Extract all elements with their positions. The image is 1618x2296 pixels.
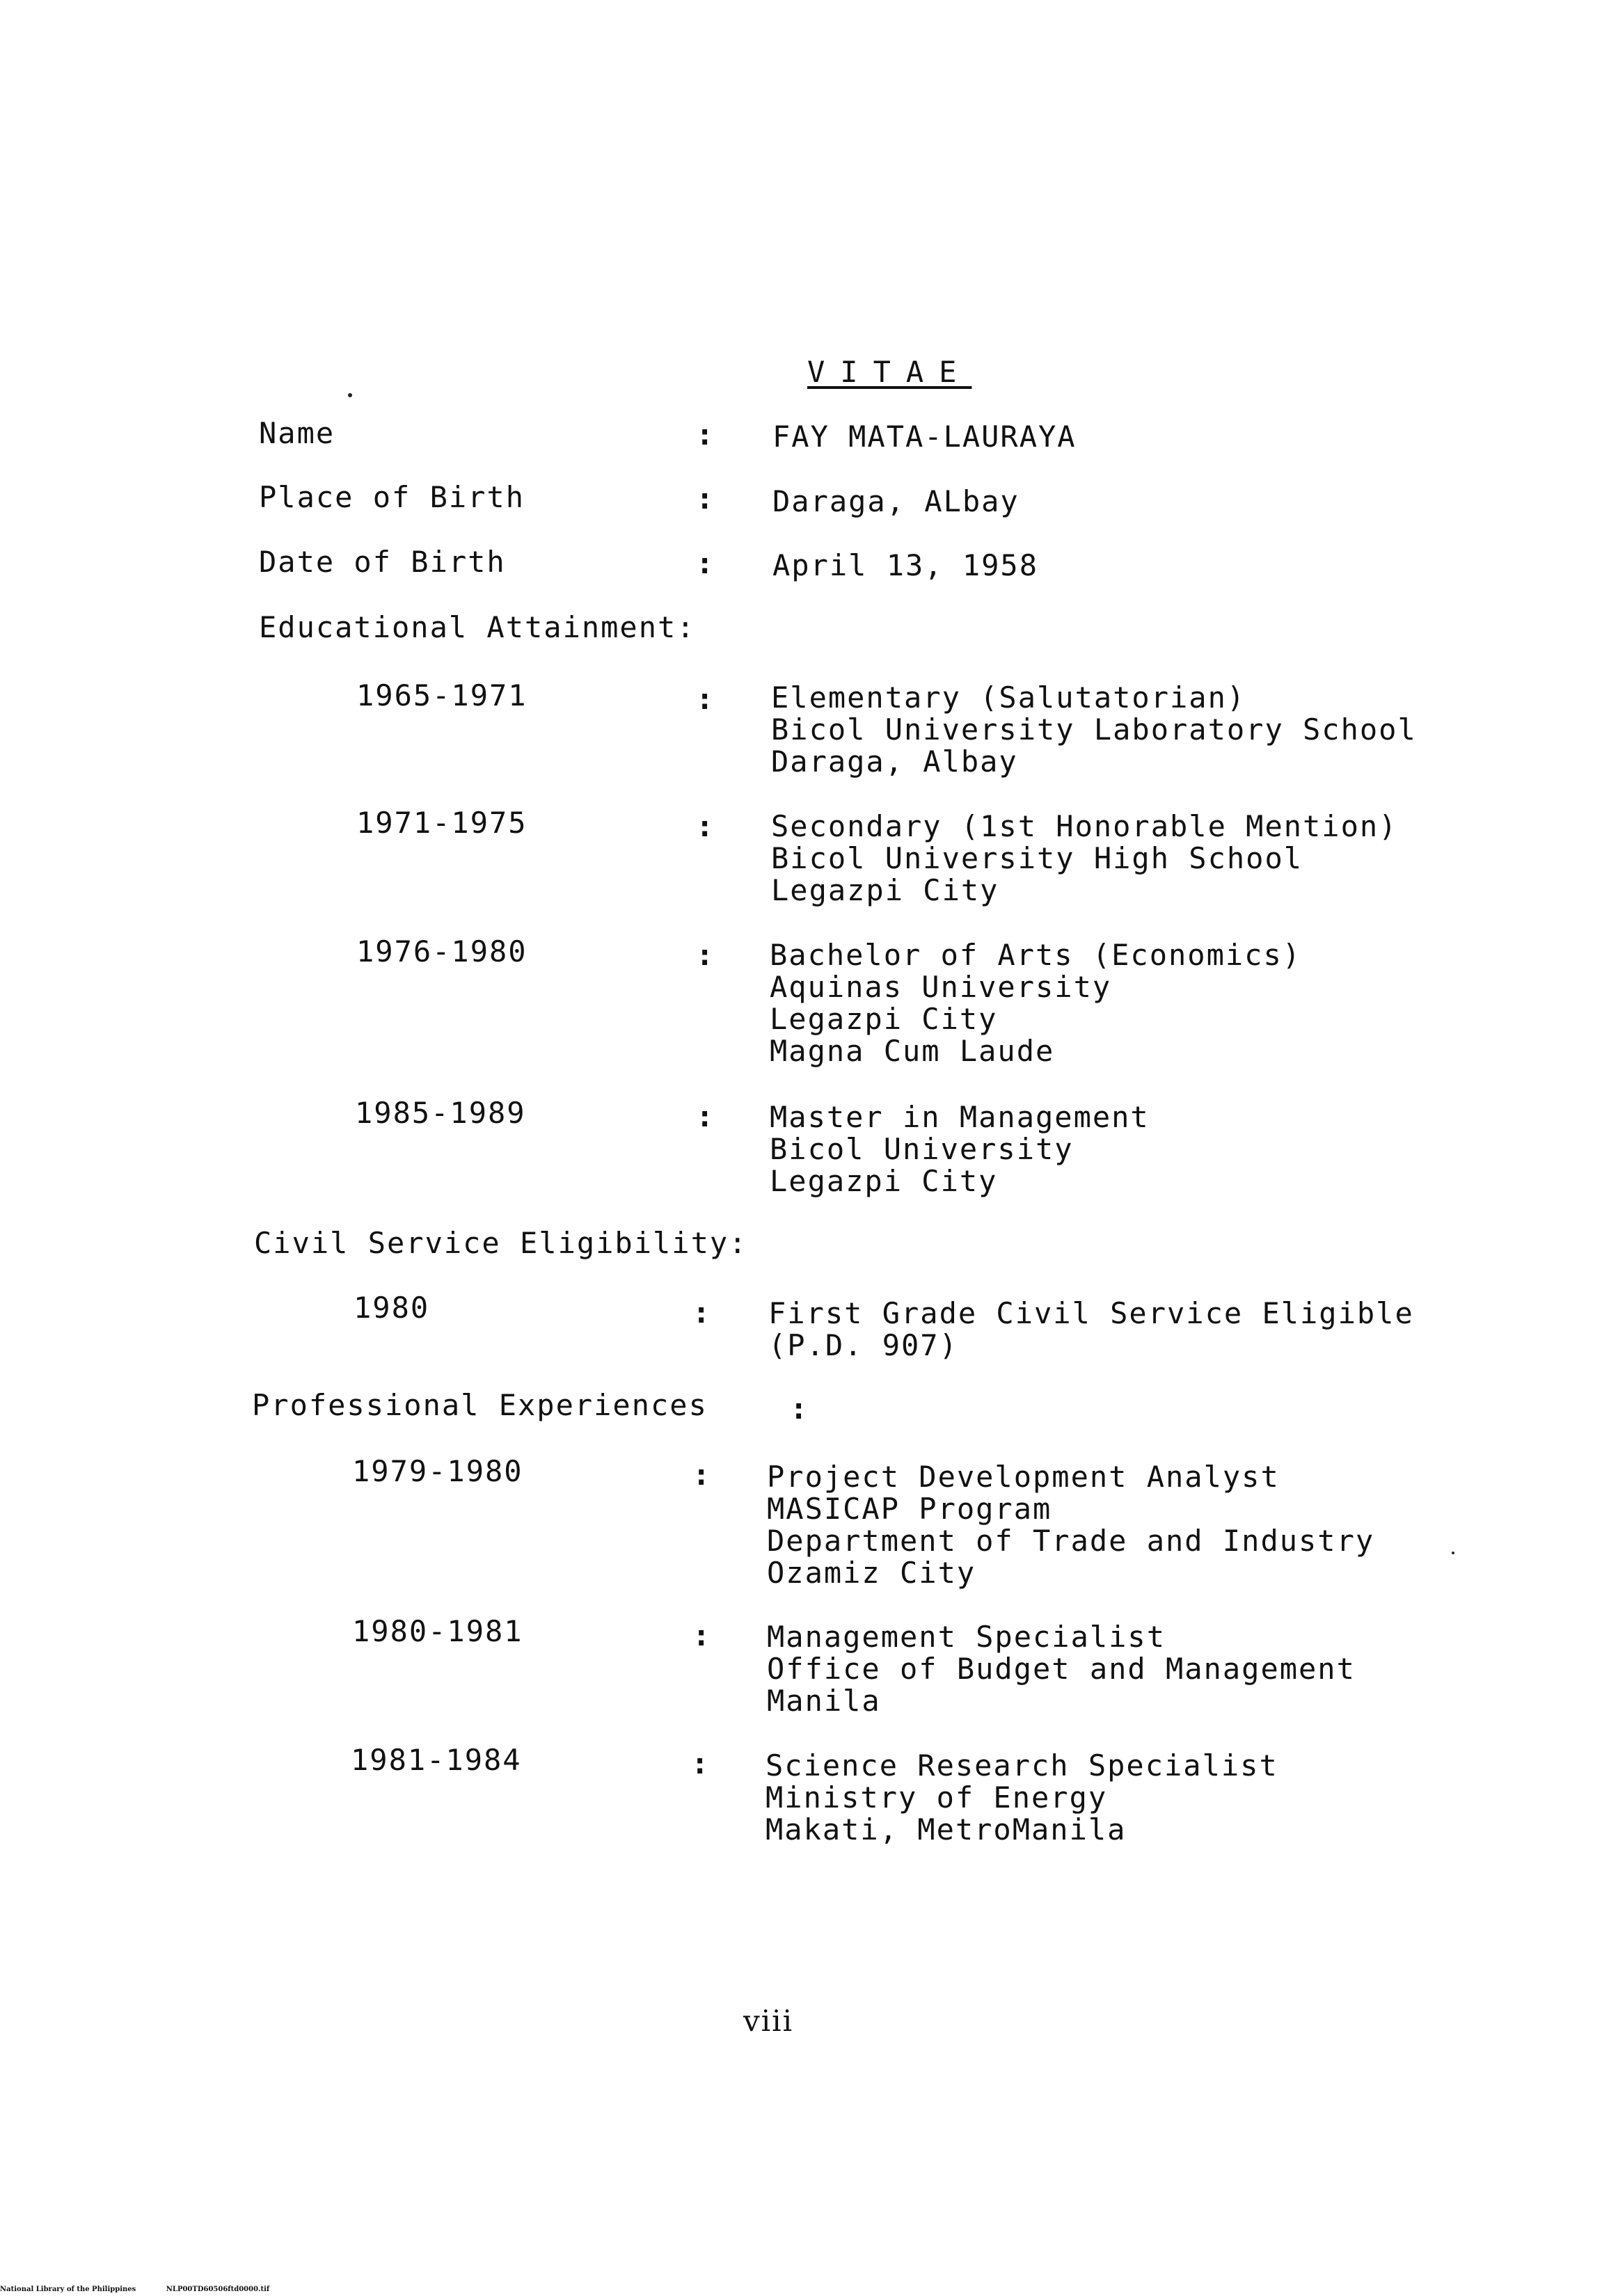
- education-entry: [771, 682, 1417, 778]
- entry-line: Management Specialist: [767, 1620, 1166, 1654]
- colon: :: [790, 1392, 808, 1426]
- colon: :: [696, 546, 714, 580]
- civil-service-entry: [768, 1298, 1414, 1362]
- education-years: 1976-1980: [356, 934, 528, 968]
- entry-line: Science Research Specialist: [766, 1748, 1278, 1783]
- experience-entry: [767, 1461, 1374, 1589]
- entry-line: Bicol University Laboratory School: [771, 712, 1417, 747]
- entry-line: Legazpi City: [770, 1002, 998, 1036]
- place-of-birth-value: Daraga, ALbay: [772, 484, 1020, 518]
- colon: :: [692, 1296, 711, 1330]
- entry-line: First Grade Civil Service Eligible: [768, 1296, 1414, 1330]
- entry-line: Master in Management: [770, 1100, 1150, 1134]
- entry-line: Elementary (Salutatorian): [771, 680, 1246, 715]
- entry-line: Department of Trade and Industry: [767, 1524, 1375, 1558]
- experience-entry: [767, 1621, 1356, 1717]
- experience-heading: Professional Experiences: [252, 1388, 708, 1422]
- entry-line: Ministry of Energy: [766, 1780, 1108, 1815]
- colon: :: [692, 1458, 711, 1492]
- entry-line: Legazpi City: [770, 1164, 998, 1198]
- education-entry: [770, 939, 1301, 1067]
- education-entry: [771, 811, 1397, 907]
- name-label: Name: [259, 416, 335, 450]
- entry-line: Bicol University: [770, 1132, 1074, 1166]
- entry-line: Aquinas University: [770, 970, 1112, 1004]
- experience-years: 1981-1984: [351, 1743, 522, 1777]
- page-number: viii: [743, 2004, 794, 2038]
- entry-line: Project Development Analyst: [767, 1460, 1280, 1494]
- footer-file: NLP00TD60506ftd0000.tif: [166, 2286, 270, 2293]
- name-value: FAY MATA-LAURAYA: [772, 420, 1077, 454]
- entry-line: Daraga, Albay: [771, 744, 1018, 779]
- entry-line: MASICAP Program: [767, 1492, 1052, 1526]
- document-title: VITAE: [807, 355, 972, 389]
- colon: :: [696, 938, 714, 972]
- experience-years: 1979-1980: [352, 1454, 523, 1488]
- education-years: 1971-1975: [356, 806, 528, 840]
- date-of-birth-label: Date of Birth: [259, 545, 506, 579]
- colon: :: [692, 1618, 711, 1652]
- colon: :: [696, 682, 714, 716]
- education-years: 1965-1971: [356, 678, 528, 712]
- place-of-birth-label: Place of Birth: [259, 480, 525, 514]
- entry-line: Bicol University High School: [771, 841, 1303, 875]
- colon: :: [696, 417, 714, 452]
- experience-entry: [766, 1750, 1278, 1846]
- entry-line: Bachelor of Arts (Economics): [770, 938, 1302, 972]
- education-entry: [770, 1101, 1150, 1197]
- date-of-birth-value: April 13, 1958: [772, 548, 1039, 582]
- scan-speck: [348, 393, 352, 397]
- scan-speck: [1452, 1552, 1454, 1554]
- entry-line: Office of Budget and Management: [767, 1652, 1356, 1686]
- entry-line: (P.D. 907): [768, 1328, 958, 1362]
- civil-service-heading: Civil Service Eligibility:: [254, 1226, 748, 1260]
- colon: :: [696, 809, 714, 843]
- entry-line: Manila: [767, 1684, 881, 1718]
- entry-line: Magna Cum Laude: [770, 1034, 1055, 1068]
- entry-line: Makati, MetroManila: [766, 1812, 1127, 1847]
- civil-service-years: 1980: [354, 1291, 430, 1325]
- entry-line: Legazpi City: [771, 873, 999, 907]
- colon: :: [691, 1746, 709, 1780]
- experience-years: 1980-1981: [352, 1614, 523, 1648]
- colon: :: [696, 1099, 714, 1133]
- entry-line: Ozamiz City: [767, 1556, 976, 1590]
- footer-library: National Library of the Philippines: [0, 2286, 136, 2293]
- colon: :: [696, 481, 714, 516]
- education-heading: Educational Attainment:: [259, 610, 696, 644]
- entry-line: Secondary (1st Honorable Mention): [771, 809, 1398, 843]
- scan-footer: [0, 2286, 269, 2293]
- education-years: 1985-1989: [355, 1096, 526, 1130]
